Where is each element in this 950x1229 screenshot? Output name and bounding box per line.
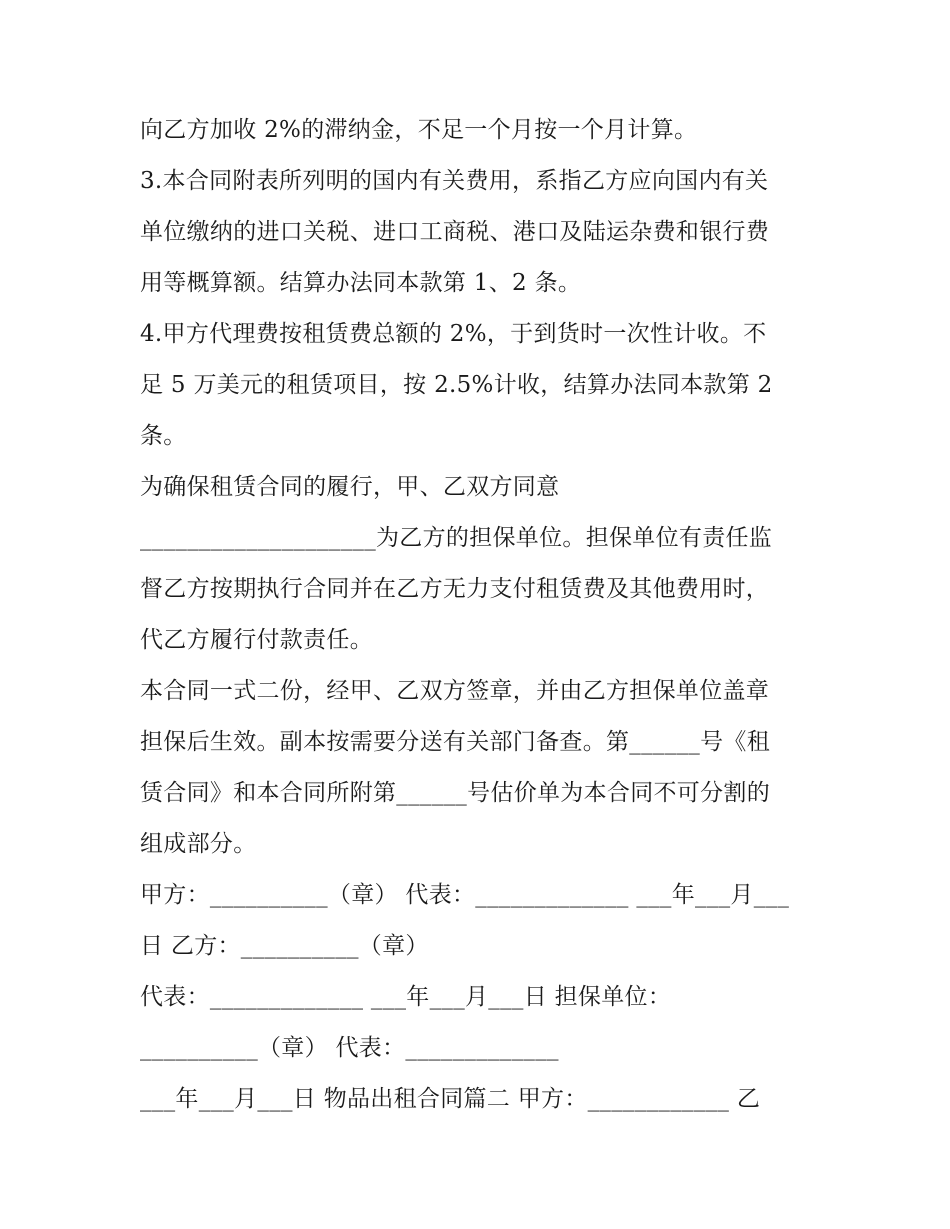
text-line: ____________________为乙方的担保单位。担保单位有责任监 (140, 525, 773, 551)
text-line: 单位缴纳的进口关税、进口工商税、港口及陆运杂费和银行费 (140, 219, 770, 245)
signature-line: 代表：_____________ ___年___月___日 担保单位： (140, 984, 672, 1010)
signature-line: 日 乙方：__________（章） (140, 933, 429, 959)
text-line: 向乙方加收 2%的滞纳金，不足一个月按一个月计算。 (140, 117, 698, 143)
text-line: 3.本合同附表所列明的国内有关费用，系指乙方应向国内有关 (140, 168, 769, 194)
text-line: 赁合同》和本合同所附第______号估价单为本合同不可分割的 (140, 780, 770, 806)
text-line: 足 5 万美元的租赁项目，按 2.5%计收，结算办法同本款第 2 (140, 372, 773, 398)
text-line: 代乙方履行付款责任。 (140, 627, 373, 653)
contract-body (140, 108, 820, 1128)
text-line: 本合同一式二份，经甲、乙双方签章，并由乙方担保单位盖章 (140, 678, 770, 704)
signature-line: 甲方：__________（章） 代表：_____________ ___年___月___ (140, 882, 790, 908)
text-line: 督乙方按期执行合同并在乙方无力支付租赁费及其他费用时， (140, 576, 770, 602)
signature-line: ___年___月___日 物品出租合同篇二 甲方：____________ 乙 (140, 1086, 761, 1112)
text-line: 条。 (140, 423, 187, 449)
text-line: 为确保租赁合同的履行，甲、乙双方同意 (140, 474, 560, 500)
signature-line: __________（章） 代表：_____________ (140, 1035, 559, 1061)
text-line: 组成部分。 (140, 831, 257, 857)
text-line: 担保后生效。副本按需要分送有关部门备查。第______号《租 (140, 729, 770, 755)
text-line: 4.甲方代理费按租赁费总额的 2%，于到货时一次性计收。不 (140, 321, 767, 347)
text-line: 用等概算额。结算办法同本款第 1、2 条。 (140, 270, 582, 296)
